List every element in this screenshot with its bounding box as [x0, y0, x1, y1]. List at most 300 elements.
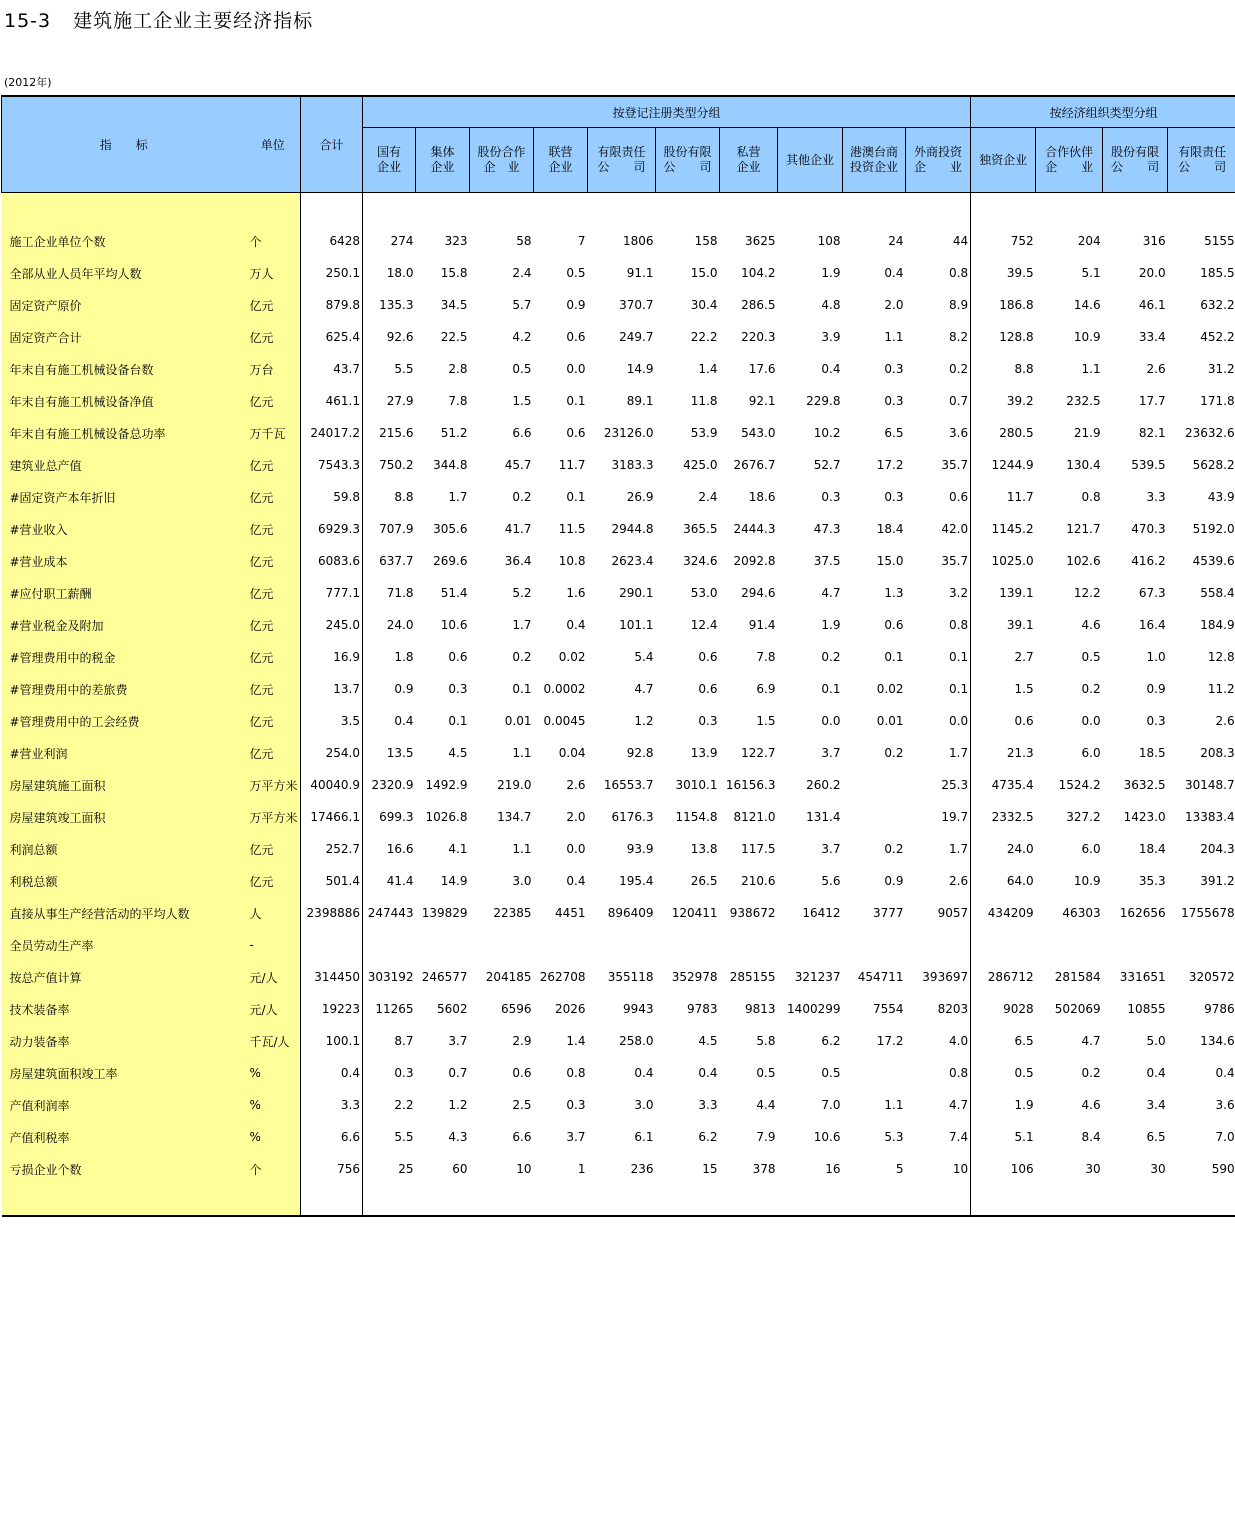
- value-cell: 5.3: [884, 1130, 904, 1144]
- value-cell: 7.0: [1215, 1130, 1235, 1144]
- value-cell: 91.1: [626, 266, 654, 280]
- value-cell: 31.2: [1207, 362, 1235, 376]
- value-cell: 3.6: [906, 417, 971, 449]
- value-cell: 6.2: [821, 1034, 841, 1048]
- value-cell: 131.4: [806, 810, 841, 824]
- value-cell: 1.1: [884, 330, 904, 344]
- value-cell: 10: [516, 1162, 532, 1176]
- value-cell: 26.5: [690, 874, 718, 888]
- indicator-unit: 万台: [246, 353, 301, 385]
- column-header: 国有 企业: [363, 128, 416, 193]
- value-cell: 91.4: [748, 618, 776, 632]
- value-cell: 0.4: [821, 362, 841, 376]
- value-cell: 106: [1010, 1162, 1034, 1176]
- value-cell: 0.8: [906, 1057, 971, 1089]
- value-cell: 18.5: [1138, 746, 1166, 760]
- indicator-name: 利润总额: [2, 833, 246, 865]
- value-cell: 0.02: [876, 682, 904, 696]
- value-cell: 370.7: [619, 298, 654, 312]
- value-cell: 13383.4: [1185, 810, 1235, 824]
- value-cell: 9786: [1204, 1002, 1235, 1016]
- value-cell: 2.0: [566, 810, 586, 824]
- indicator-unit: 个: [246, 1153, 301, 1185]
- table-row: [2, 385, 1235, 417]
- group-register-header: 按登记注册类型分组: [363, 96, 971, 128]
- value-cell: 1.7: [906, 737, 971, 769]
- table-row: [2, 321, 1235, 353]
- value-cell: 3.3: [1146, 490, 1166, 504]
- value-cell: 290.1: [619, 586, 654, 600]
- value-cell: 0.5: [512, 362, 532, 376]
- column-header: 其他企业: [778, 128, 843, 193]
- value-cell: 64.0: [1006, 874, 1034, 888]
- value-cell: 1.9: [821, 618, 841, 632]
- value-cell: 5.8: [756, 1034, 776, 1048]
- value-cell: 14.6: [1073, 298, 1101, 312]
- table-row: [2, 1089, 1235, 1121]
- value-cell: 8.8: [1014, 362, 1034, 376]
- value-cell: 1.1: [884, 1098, 904, 1112]
- table-row: [2, 1153, 1235, 1185]
- value-cell: 12.8: [1207, 650, 1235, 664]
- value-cell: 16156.3: [725, 778, 776, 792]
- value-cell: 0.3: [884, 394, 904, 408]
- value-cell: 3.4: [1146, 1098, 1166, 1112]
- value-cell: 44: [906, 225, 971, 257]
- value-cell: 185.5: [1200, 266, 1235, 280]
- indicator-unit: 万平方米: [246, 801, 301, 833]
- value-cell: 13.5: [386, 746, 414, 760]
- value-cell: 1.5: [756, 714, 776, 728]
- value-cell: 122.7: [741, 746, 776, 760]
- value-cell: 1806: [622, 234, 654, 248]
- value-cell: 707.9: [379, 522, 414, 536]
- value-cell: 0.2: [512, 490, 532, 504]
- indicator-unit: -: [246, 929, 301, 961]
- value-cell: 320572: [1188, 970, 1235, 984]
- total-cell: 40040.9: [301, 769, 363, 801]
- value-cell: 0.4: [698, 1066, 718, 1080]
- value-cell: 1.7: [512, 618, 532, 632]
- total-cell: 6083.6: [301, 545, 363, 577]
- value-cell: 3.2: [906, 577, 971, 609]
- value-cell: 470.3: [1131, 522, 1166, 536]
- value-cell: 7.8: [448, 394, 468, 408]
- value-cell: 637.7: [379, 554, 414, 568]
- value-cell: 16.4: [1138, 618, 1166, 632]
- value-cell: 13.8: [690, 842, 718, 856]
- value-cell: [534, 929, 588, 961]
- value-cell: 3.7: [448, 1034, 468, 1048]
- total-cell: 625.4: [301, 321, 363, 353]
- value-cell: 60: [452, 1162, 468, 1176]
- value-cell: 0.2: [1081, 1066, 1101, 1080]
- value-cell: 3.6: [1215, 1098, 1235, 1112]
- table-row: [2, 737, 1235, 769]
- table-row: [2, 257, 1235, 289]
- value-cell: 6596: [500, 1002, 532, 1016]
- indicator-name: 按总产值计算: [2, 961, 246, 993]
- value-cell: 9783: [686, 1002, 718, 1016]
- value-cell: 3010.1: [675, 778, 718, 792]
- value-cell: 0.1: [566, 394, 586, 408]
- value-cell: 1.6: [566, 586, 586, 600]
- value-cell: 220.3: [741, 330, 776, 344]
- total-cell: 461.1: [301, 385, 363, 417]
- value-cell: 2.4: [512, 266, 532, 280]
- value-cell: 42.0: [906, 513, 971, 545]
- value-cell: [1103, 929, 1168, 961]
- column-header: 股份有限 公 司: [1103, 128, 1168, 193]
- value-cell: 10855: [1127, 1002, 1166, 1016]
- value-cell: 558.4: [1200, 586, 1235, 600]
- value-cell: 26.9: [626, 490, 654, 504]
- value-cell: 0.4: [634, 1066, 654, 1080]
- value-cell: 0.1: [884, 650, 904, 664]
- value-cell: 7.0: [821, 1098, 841, 1112]
- value-cell: 5.5: [394, 1130, 414, 1144]
- value-cell: 23126.0: [603, 426, 654, 440]
- value-cell: 324.6: [683, 554, 718, 568]
- value-cell: 4.7: [1081, 1034, 1101, 1048]
- value-cell: 5.2: [512, 586, 532, 600]
- total-cell: 13.7: [301, 673, 363, 705]
- value-cell: 7.9: [756, 1130, 776, 1144]
- value-cell: 249.7: [619, 330, 654, 344]
- value-cell: 14.9: [440, 874, 468, 888]
- indicator-unit: 亿元: [246, 833, 301, 865]
- value-cell: [843, 1057, 906, 1089]
- total-cell: 3.3: [301, 1089, 363, 1121]
- value-cell: 25: [398, 1162, 414, 1176]
- value-cell: 186.8: [999, 298, 1034, 312]
- value-cell: 34.5: [440, 298, 468, 312]
- table-row: [2, 833, 1235, 865]
- indicator-name: #营业利润: [2, 737, 246, 769]
- column-header: 港澳台商 投资企业: [843, 128, 906, 193]
- value-cell: 3625: [744, 234, 776, 248]
- value-cell: 750.2: [379, 458, 414, 472]
- indicator-unit: 万平方米: [246, 769, 301, 801]
- value-cell: 0.02: [558, 650, 586, 664]
- value-cell: 699.3: [379, 810, 414, 824]
- value-cell: 204: [1077, 234, 1101, 248]
- indicator-name: 年末自有施工机械设备净值: [2, 385, 246, 417]
- value-cell: 1.4: [698, 362, 718, 376]
- value-cell: 6.9: [756, 682, 776, 696]
- value-cell: 0.3: [884, 490, 904, 504]
- value-cell: 286712: [987, 970, 1034, 984]
- value-cell: 18.6: [748, 490, 776, 504]
- total-cell: 43.7: [301, 353, 363, 385]
- value-cell: [1036, 929, 1103, 961]
- value-cell: 5155: [1204, 234, 1235, 248]
- value-cell: 0.5: [1014, 1066, 1034, 1080]
- value-cell: 0.0: [1081, 714, 1101, 728]
- value-cell: 0.2: [884, 746, 904, 760]
- indicator-unit: 亿元: [246, 865, 301, 897]
- value-cell: 285155: [729, 970, 776, 984]
- value-cell: 0.6: [906, 481, 971, 513]
- value-cell: 416.2: [1131, 554, 1166, 568]
- value-cell: 539.5: [1131, 458, 1166, 472]
- value-cell: 355118: [607, 970, 654, 984]
- value-cell: 41.7: [504, 522, 532, 536]
- value-cell: 4.7: [634, 682, 654, 696]
- value-cell: 24.0: [386, 618, 414, 632]
- value-cell: 1.2: [448, 1098, 468, 1112]
- value-cell: 0.6: [566, 330, 586, 344]
- value-cell: 4.3: [448, 1130, 468, 1144]
- value-cell: 262708: [539, 970, 586, 984]
- value-cell: 210.6: [741, 874, 776, 888]
- table-row: [2, 481, 1235, 513]
- total-cell: 0.4: [301, 1057, 363, 1089]
- value-cell: 3.7: [566, 1130, 586, 1144]
- value-cell: 1423.0: [1123, 810, 1166, 824]
- value-cell: 1026.8: [425, 810, 468, 824]
- total-cell: 17466.1: [301, 801, 363, 833]
- value-cell: 303192: [367, 970, 414, 984]
- table-row: [2, 1121, 1235, 1153]
- value-cell: 4.5: [698, 1034, 718, 1048]
- total-cell: 254.0: [301, 737, 363, 769]
- value-cell: 58: [516, 234, 532, 248]
- value-cell: 24.0: [1006, 842, 1034, 856]
- indicator-name: #营业收入: [2, 513, 246, 545]
- value-cell: 391.2: [1200, 874, 1235, 888]
- value-cell: 10.6: [813, 1130, 841, 1144]
- value-cell: 39.1: [1006, 618, 1034, 632]
- total-cell: 100.1: [301, 1025, 363, 1057]
- value-cell: 1.1: [512, 746, 532, 760]
- value-cell: 3.0: [512, 874, 532, 888]
- value-cell: [363, 929, 416, 961]
- value-cell: 11265: [375, 1002, 414, 1016]
- table-row: [2, 865, 1235, 897]
- indicator-unit: 亿元: [246, 705, 301, 737]
- value-cell: 36.4: [504, 554, 532, 568]
- value-cell: 21.3: [1006, 746, 1034, 760]
- value-cell: 46303: [1062, 906, 1101, 920]
- indicator-unit: %: [246, 1121, 301, 1153]
- value-cell: 0.8: [906, 609, 971, 641]
- value-cell: 6.6: [512, 426, 532, 440]
- indicator-name: 动力装备率: [2, 1025, 246, 1057]
- value-cell: 3777: [872, 906, 904, 920]
- value-cell: 327.2: [1066, 810, 1101, 824]
- value-cell: 452.2: [1200, 330, 1235, 344]
- value-cell: 35.7: [906, 449, 971, 481]
- indicator-name: 产值利润率: [2, 1089, 246, 1121]
- total-cell: 59.8: [301, 481, 363, 513]
- table-row: [2, 1025, 1235, 1057]
- value-cell: 2.6: [906, 865, 971, 897]
- indicator-unit: 亿元: [246, 289, 301, 321]
- value-cell: 92.1: [748, 394, 776, 408]
- value-cell: 14.9: [626, 362, 654, 376]
- value-cell: 47.3: [813, 522, 841, 536]
- value-cell: 2.6: [566, 778, 586, 792]
- indicator-unit: 万人: [246, 257, 301, 289]
- value-cell: 229.8: [806, 394, 841, 408]
- value-cell: 25.3: [906, 769, 971, 801]
- value-cell: 23632.6: [1185, 426, 1235, 440]
- column-header: 联营 企业: [534, 128, 588, 193]
- value-cell: 3183.3: [611, 458, 654, 472]
- table-row: [2, 417, 1235, 449]
- total-cell: 19223: [301, 993, 363, 1025]
- value-cell: 321237: [794, 970, 841, 984]
- value-cell: 219.0: [497, 778, 532, 792]
- value-cell: 204185: [485, 970, 532, 984]
- indicator-name: #营业税金及附加: [2, 609, 246, 641]
- value-cell: 323: [444, 234, 468, 248]
- table-header: [2, 96, 1235, 193]
- value-cell: 11.7: [1006, 490, 1034, 504]
- value-cell: 51.4: [440, 586, 468, 600]
- value-cell: 1.7: [906, 833, 971, 865]
- value-cell: 365.5: [683, 522, 718, 536]
- indicator-name: 建筑业总产值: [2, 449, 246, 481]
- value-cell: 2944.8: [611, 522, 654, 536]
- value-cell: 39.2: [1006, 394, 1034, 408]
- value-cell: 7554: [872, 1002, 904, 1016]
- column-header: 私营 企业: [720, 128, 778, 193]
- value-cell: 1.9: [821, 266, 841, 280]
- value-cell: 352978: [671, 970, 718, 984]
- value-cell: 30: [1085, 1162, 1101, 1176]
- value-cell: 0.3: [566, 1098, 586, 1112]
- table-title: 建筑施工企业主要经济指标: [73, 10, 314, 32]
- value-cell: 104.2: [741, 266, 776, 280]
- table-row: [2, 225, 1235, 257]
- value-cell: 1145.2: [991, 522, 1034, 536]
- value-cell: 2.4: [698, 490, 718, 504]
- value-cell: 1.9: [1014, 1098, 1034, 1112]
- value-cell: 0.0045: [543, 714, 586, 728]
- value-cell: 8203: [906, 993, 971, 1025]
- value-cell: 16: [825, 1162, 841, 1176]
- value-cell: 2.7: [1014, 650, 1034, 664]
- value-cell: 8.9: [906, 289, 971, 321]
- indicator-unit: 亿元: [246, 481, 301, 513]
- total-cell: 2398886: [301, 897, 363, 929]
- value-cell: 130.4: [1066, 458, 1101, 472]
- indicator-name: 房屋建筑面积竣工率: [2, 1057, 246, 1089]
- total-header: 合计: [301, 96, 363, 193]
- value-cell: 11.7: [558, 458, 586, 472]
- value-cell: 10.8: [558, 554, 586, 568]
- value-cell: 0.3: [448, 682, 468, 696]
- indicator-name: 房屋建筑竣工面积: [2, 801, 246, 833]
- value-cell: 2.9: [512, 1034, 532, 1048]
- value-cell: 632.2: [1200, 298, 1235, 312]
- value-cell: 4.6: [1081, 618, 1101, 632]
- value-cell: 3.7: [821, 842, 841, 856]
- value-cell: 6.5: [884, 426, 904, 440]
- value-cell: 896409: [607, 906, 654, 920]
- value-cell: 101.1: [619, 618, 654, 632]
- value-cell: 51.2: [440, 426, 468, 440]
- value-cell: 8121.0: [733, 810, 776, 824]
- value-cell: 139829: [421, 906, 468, 920]
- value-cell: 30148.7: [1185, 778, 1235, 792]
- value-cell: 0.8: [566, 1066, 586, 1080]
- total-cell: 16.9: [301, 641, 363, 673]
- value-cell: 9813: [744, 1002, 776, 1016]
- value-cell: 3.9: [821, 330, 841, 344]
- value-cell: 0.1: [906, 673, 971, 705]
- indicator-name: 产值利税率: [2, 1121, 246, 1153]
- table-row: [2, 449, 1235, 481]
- column-header: 有限责任 公 司: [588, 128, 656, 193]
- value-cell: 0.2: [821, 650, 841, 664]
- indicator-unit: 元/人: [246, 993, 301, 1025]
- indicator-unit: 亿元: [246, 449, 301, 481]
- value-cell: 5628.2: [1192, 458, 1235, 472]
- column-header: 集体 企业: [416, 128, 470, 193]
- value-cell: 120411: [671, 906, 718, 920]
- value-cell: 1.1: [512, 842, 532, 856]
- value-cell: 286.5: [741, 298, 776, 312]
- indicator-unit: 亿元: [246, 577, 301, 609]
- value-cell: 1.0: [1146, 650, 1166, 664]
- value-cell: 184.9: [1200, 618, 1235, 632]
- value-cell: 316: [1142, 234, 1166, 248]
- indicator-name: 亏损企业个数: [2, 1153, 246, 1185]
- value-cell: [588, 929, 656, 961]
- value-cell: [843, 929, 906, 961]
- value-cell: [416, 929, 470, 961]
- value-cell: 1400299: [787, 1002, 841, 1016]
- total-cell: 245.0: [301, 609, 363, 641]
- value-cell: 0.5: [756, 1066, 776, 1080]
- value-cell: 2092.8: [733, 554, 776, 568]
- value-cell: 92.8: [626, 746, 654, 760]
- value-cell: 938672: [729, 906, 776, 920]
- value-cell: 0.01: [876, 714, 904, 728]
- total-cell: 6.6: [301, 1121, 363, 1153]
- total-cell: 7543.3: [301, 449, 363, 481]
- value-cell: 344.8: [433, 458, 468, 472]
- value-cell: 3632.5: [1123, 778, 1166, 792]
- value-cell: 0.6: [698, 682, 718, 696]
- value-cell: 274: [390, 234, 414, 248]
- value-cell: 16.6: [386, 842, 414, 856]
- value-cell: 1244.9: [991, 458, 1034, 472]
- value-cell: 1154.8: [675, 810, 718, 824]
- column-header: 股份合作 企 业: [470, 128, 534, 193]
- value-cell: [1168, 929, 1235, 961]
- indicator-unit: 亿元: [246, 673, 301, 705]
- table-row: [2, 353, 1235, 385]
- column-header: 合作伙伴 企 业: [1036, 128, 1103, 193]
- value-cell: 204.3: [1200, 842, 1235, 856]
- table-row: [2, 641, 1235, 673]
- value-cell: 15.8: [440, 266, 468, 280]
- value-cell: 2.8: [448, 362, 468, 376]
- table-row: [2, 513, 1235, 545]
- value-cell: 108: [817, 234, 841, 248]
- value-cell: 3.3: [698, 1098, 718, 1112]
- value-cell: 0.1: [566, 490, 586, 504]
- value-cell: 378: [752, 1162, 776, 1176]
- value-cell: 0.4: [394, 714, 414, 728]
- group-economic-header: 按经济组织类型分组: [971, 96, 1235, 128]
- table-row: [2, 897, 1235, 929]
- value-cell: 2026: [554, 1002, 586, 1016]
